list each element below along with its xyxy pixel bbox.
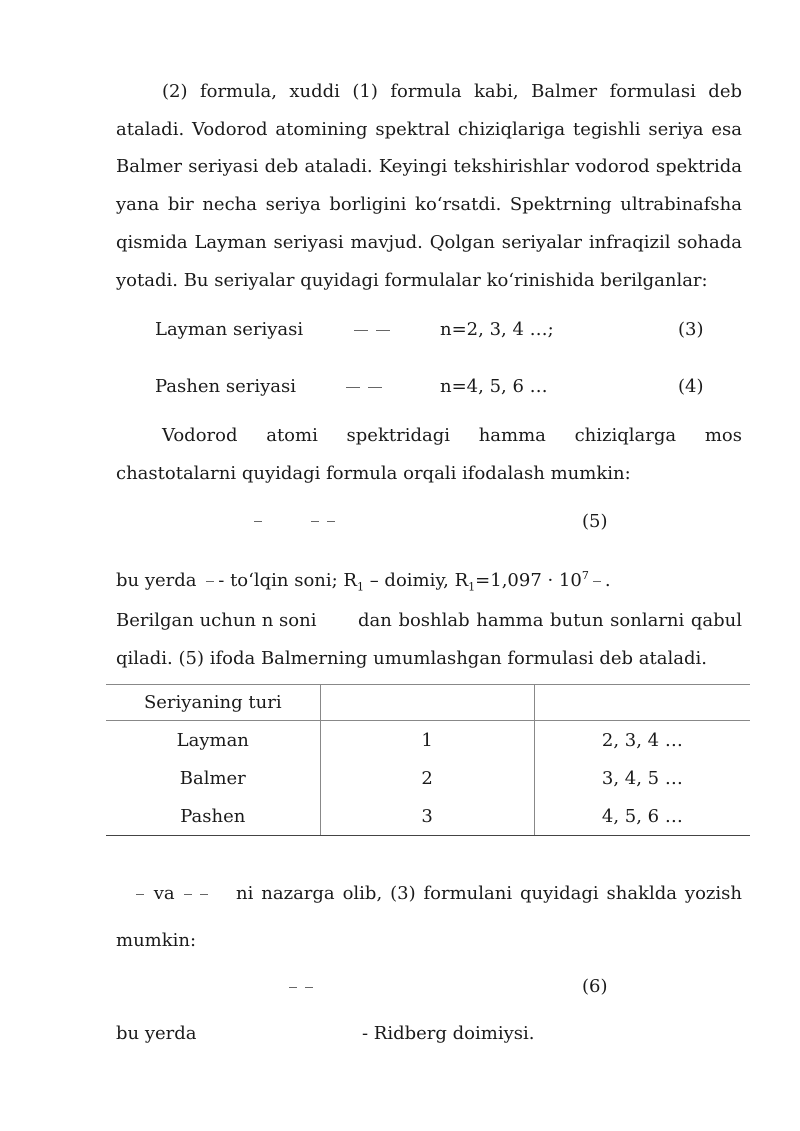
formula-number: (4): [678, 376, 704, 397]
final-text-right: - Ridberg doimiysi.: [362, 1023, 535, 1044]
fraction-bar: [200, 894, 208, 895]
fraction-bar: [593, 581, 601, 582]
fraction-bar: [184, 894, 192, 895]
table-cell: Pashen: [106, 797, 320, 836]
table-header: Seriyaning turi: [106, 685, 320, 721]
n-range-pashen: n=4, 5, 6 …: [440, 376, 548, 397]
paragraph-line: qismida Layman seriyasi mavjud. Qolgan seriyalar infraqizil sohada: [116, 232, 742, 253]
paragraph-line: chastotalarni quyidagi formula orqali ifodalash mumkin:: [116, 463, 631, 484]
table-cell: 3, 4, 5 …: [601, 767, 683, 789]
superscript: 7: [581, 569, 589, 582]
fraction-bar: [305, 987, 313, 988]
subscript: 1: [356, 580, 364, 594]
fraction-bar: [327, 521, 335, 522]
definition-text: =1,097 · 10: [475, 570, 582, 591]
table-header-row: [106, 685, 750, 721]
table-cell: Balmer: [106, 759, 320, 797]
paragraph-line: qiladi. (5) ifoda Balmerning umumlashgan formulasi deb ataladi.: [116, 648, 707, 669]
table-cell: 3: [320, 797, 534, 836]
series-name-pashen: Pashen seriyasi: [155, 376, 296, 397]
paragraph-line: yotadi. Bu seriyalar quyidagi formulalar ko‘rinishida berilganlar:: [116, 270, 708, 291]
fraction-bar: [254, 521, 262, 522]
definition-prefix: bu yerda: [116, 570, 197, 591]
table-row: [106, 759, 750, 797]
table-row: [106, 797, 750, 836]
formula-number: (6): [582, 976, 608, 997]
series-name-layman: Layman seriyasi: [155, 319, 304, 340]
fraction-bar: [354, 330, 368, 331]
paragraph-fragment: Berilgan uchun n soni: [116, 610, 317, 631]
series-table: [106, 684, 750, 836]
paragraph-line: (2) formula, xuddi (1) formula kabi, Balmer formulasi deb: [162, 81, 742, 102]
table-header: [320, 685, 534, 721]
table-cell: 2, 3, 4 …: [601, 729, 683, 751]
fraction-bar: [136, 894, 144, 895]
table-header: [534, 685, 750, 721]
table-cell: 2: [320, 759, 534, 797]
fraction-bar: [368, 387, 382, 388]
table-cell: 1: [320, 721, 534, 760]
definition-text: - to‘lqin soni; R: [218, 570, 357, 591]
final-text-left: bu yerda: [116, 1023, 197, 1044]
formula-number: (3): [678, 319, 704, 340]
table-cell: 4, 5, 6 …: [534, 797, 750, 836]
definition-line: [116, 564, 611, 600]
paragraph-line: ataladi. Vodorod atomining spektral chiziqlariga tegishli seriya esa: [116, 119, 742, 140]
fraction-bar: [376, 330, 390, 331]
paragraph-line: Vodorod atomi spektridagi hamma chiziqlarga mos: [162, 425, 742, 446]
fraction-placeholder: [250, 509, 339, 533]
definition-text: .: [604, 570, 611, 591]
fraction-placeholder: [350, 318, 394, 342]
paragraph-line: mumkin:: [116, 930, 197, 951]
formula-number: (5): [582, 511, 608, 532]
fraction-bar: [289, 987, 297, 988]
fraction-bar: [206, 581, 214, 582]
fraction-bar: [346, 387, 360, 388]
fraction-placeholder: [342, 375, 386, 399]
word-va: va: [153, 883, 175, 904]
table-cell: Layman: [106, 721, 320, 760]
paragraph-fragment: ni nazarga olib, (3) formulani quyidagi shaklda yozish: [236, 883, 742, 904]
n-range-layman: n=2, 3, 4 …;: [440, 319, 554, 340]
table-row: [106, 721, 750, 760]
paragraph-line: Balmer seriyasi deb ataladi. Keyingi tekshirishlar vodorod spektrida: [116, 156, 742, 177]
paragraph-fragment: [132, 882, 212, 906]
paragraph-fragment: dan boshlab hamma butun sonlarni qabul: [358, 610, 742, 631]
paragraph-line: yana bir necha seriya borligini ko‘rsatdi. Spektrning ultrabinafsha: [116, 194, 742, 215]
fraction-bar: [311, 521, 319, 522]
subscript: 1: [468, 580, 476, 594]
definition-text: – doimiy, R: [363, 570, 469, 591]
fraction-placeholder: [285, 975, 317, 999]
